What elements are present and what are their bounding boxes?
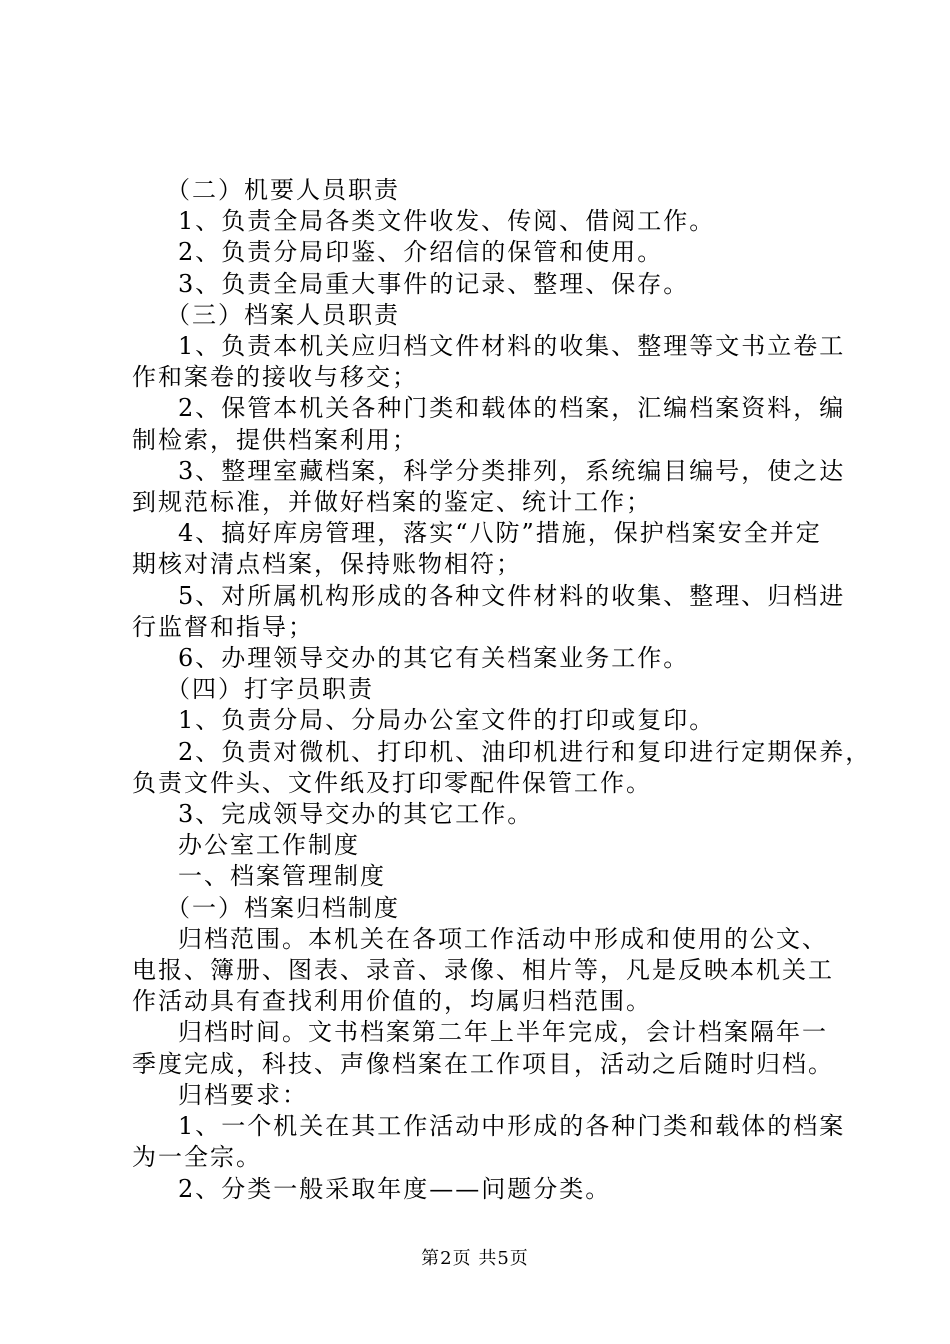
- document-line: 2、负责对微机、打印机、油印机进行和复印进行定期保养，: [178, 737, 872, 766]
- document-line: 2、分类一般采取年度——问题分类。: [178, 1174, 612, 1203]
- document-line: （三）档案人员职责: [166, 300, 400, 329]
- document-line: 归档范围。本机关在各项工作活动中形成和使用的公文、: [178, 924, 828, 953]
- document-line: 1、一个机关在其工作活动中形成的各种门类和载体的档案: [178, 1112, 846, 1141]
- document-line: 办公室工作制度: [178, 831, 360, 860]
- document-line: 负责文件头、文件纸及打印零配件保管工作。: [132, 768, 652, 797]
- document-line: 到规范标准，并做好档案的鉴定、统计工作；: [132, 488, 652, 517]
- document-line: （二）机要人员职责: [166, 176, 400, 204]
- document-line: 1、负责分局、分局办公室文件的打印或复印。: [178, 706, 716, 735]
- document-line: 6、办理领导交办的其它有关档案业务工作。: [178, 644, 690, 673]
- document-line: 期核对清点档案，保持账物相符；: [132, 550, 522, 579]
- document-line: 电报、簿册、图表、录音、录像、相片等，凡是反映本机关工: [132, 956, 834, 985]
- document-line: 季度完成，科技、声像档案在工作项目，活动之后随时归档。: [132, 1049, 834, 1078]
- document-body: [132, 175, 872, 1205]
- document-line: 2、负责分局印鉴、介绍信的保管和使用。: [178, 238, 664, 267]
- document-line: 3、整理室藏档案，科学分类排列，系统编目编号，使之达: [178, 456, 846, 485]
- document-line: 作活动具有查找利用价值的，均属归档范围。: [132, 987, 652, 1016]
- document-line: 3、完成领导交办的其它工作。: [178, 800, 534, 829]
- document-line: （四）打字员职责: [166, 675, 374, 704]
- document-line: 为一全宗。: [132, 1143, 262, 1172]
- page-footer: 第2页 共5页: [421, 1248, 529, 1269]
- document-line: 作和案卷的接收与移交；: [132, 363, 418, 392]
- document-line: 1、负责全局各类文件收发、传阅、借阅工作。: [178, 207, 716, 236]
- document-line: 1、负责本机关应归档文件材料的收集、整理等文书立卷工: [178, 332, 846, 361]
- document-line: 4、搞好库房管理，落实“八防”措施，保护档案安全并定: [178, 519, 822, 548]
- document-line: 3、负责全局重大事件的记录、整理、保存。: [178, 269, 690, 298]
- document-line: 归档要求：: [178, 1080, 308, 1109]
- document-line: 2、保管本机关各种门类和载体的档案，汇编档案资料，编: [178, 394, 846, 423]
- document-line: （一）档案归档制度: [166, 893, 400, 922]
- document-line: 制检索，提供档案利用；: [132, 425, 418, 454]
- document-line: 归档时间。文书档案第二年上半年完成，会计档案隔年一: [178, 1018, 828, 1047]
- document-line: 5、对所属机构形成的各种文件材料的收集、整理、归档进: [178, 581, 846, 610]
- document-line: 一、档案管理制度: [178, 862, 386, 891]
- document-line: 行监督和指导；: [132, 612, 314, 641]
